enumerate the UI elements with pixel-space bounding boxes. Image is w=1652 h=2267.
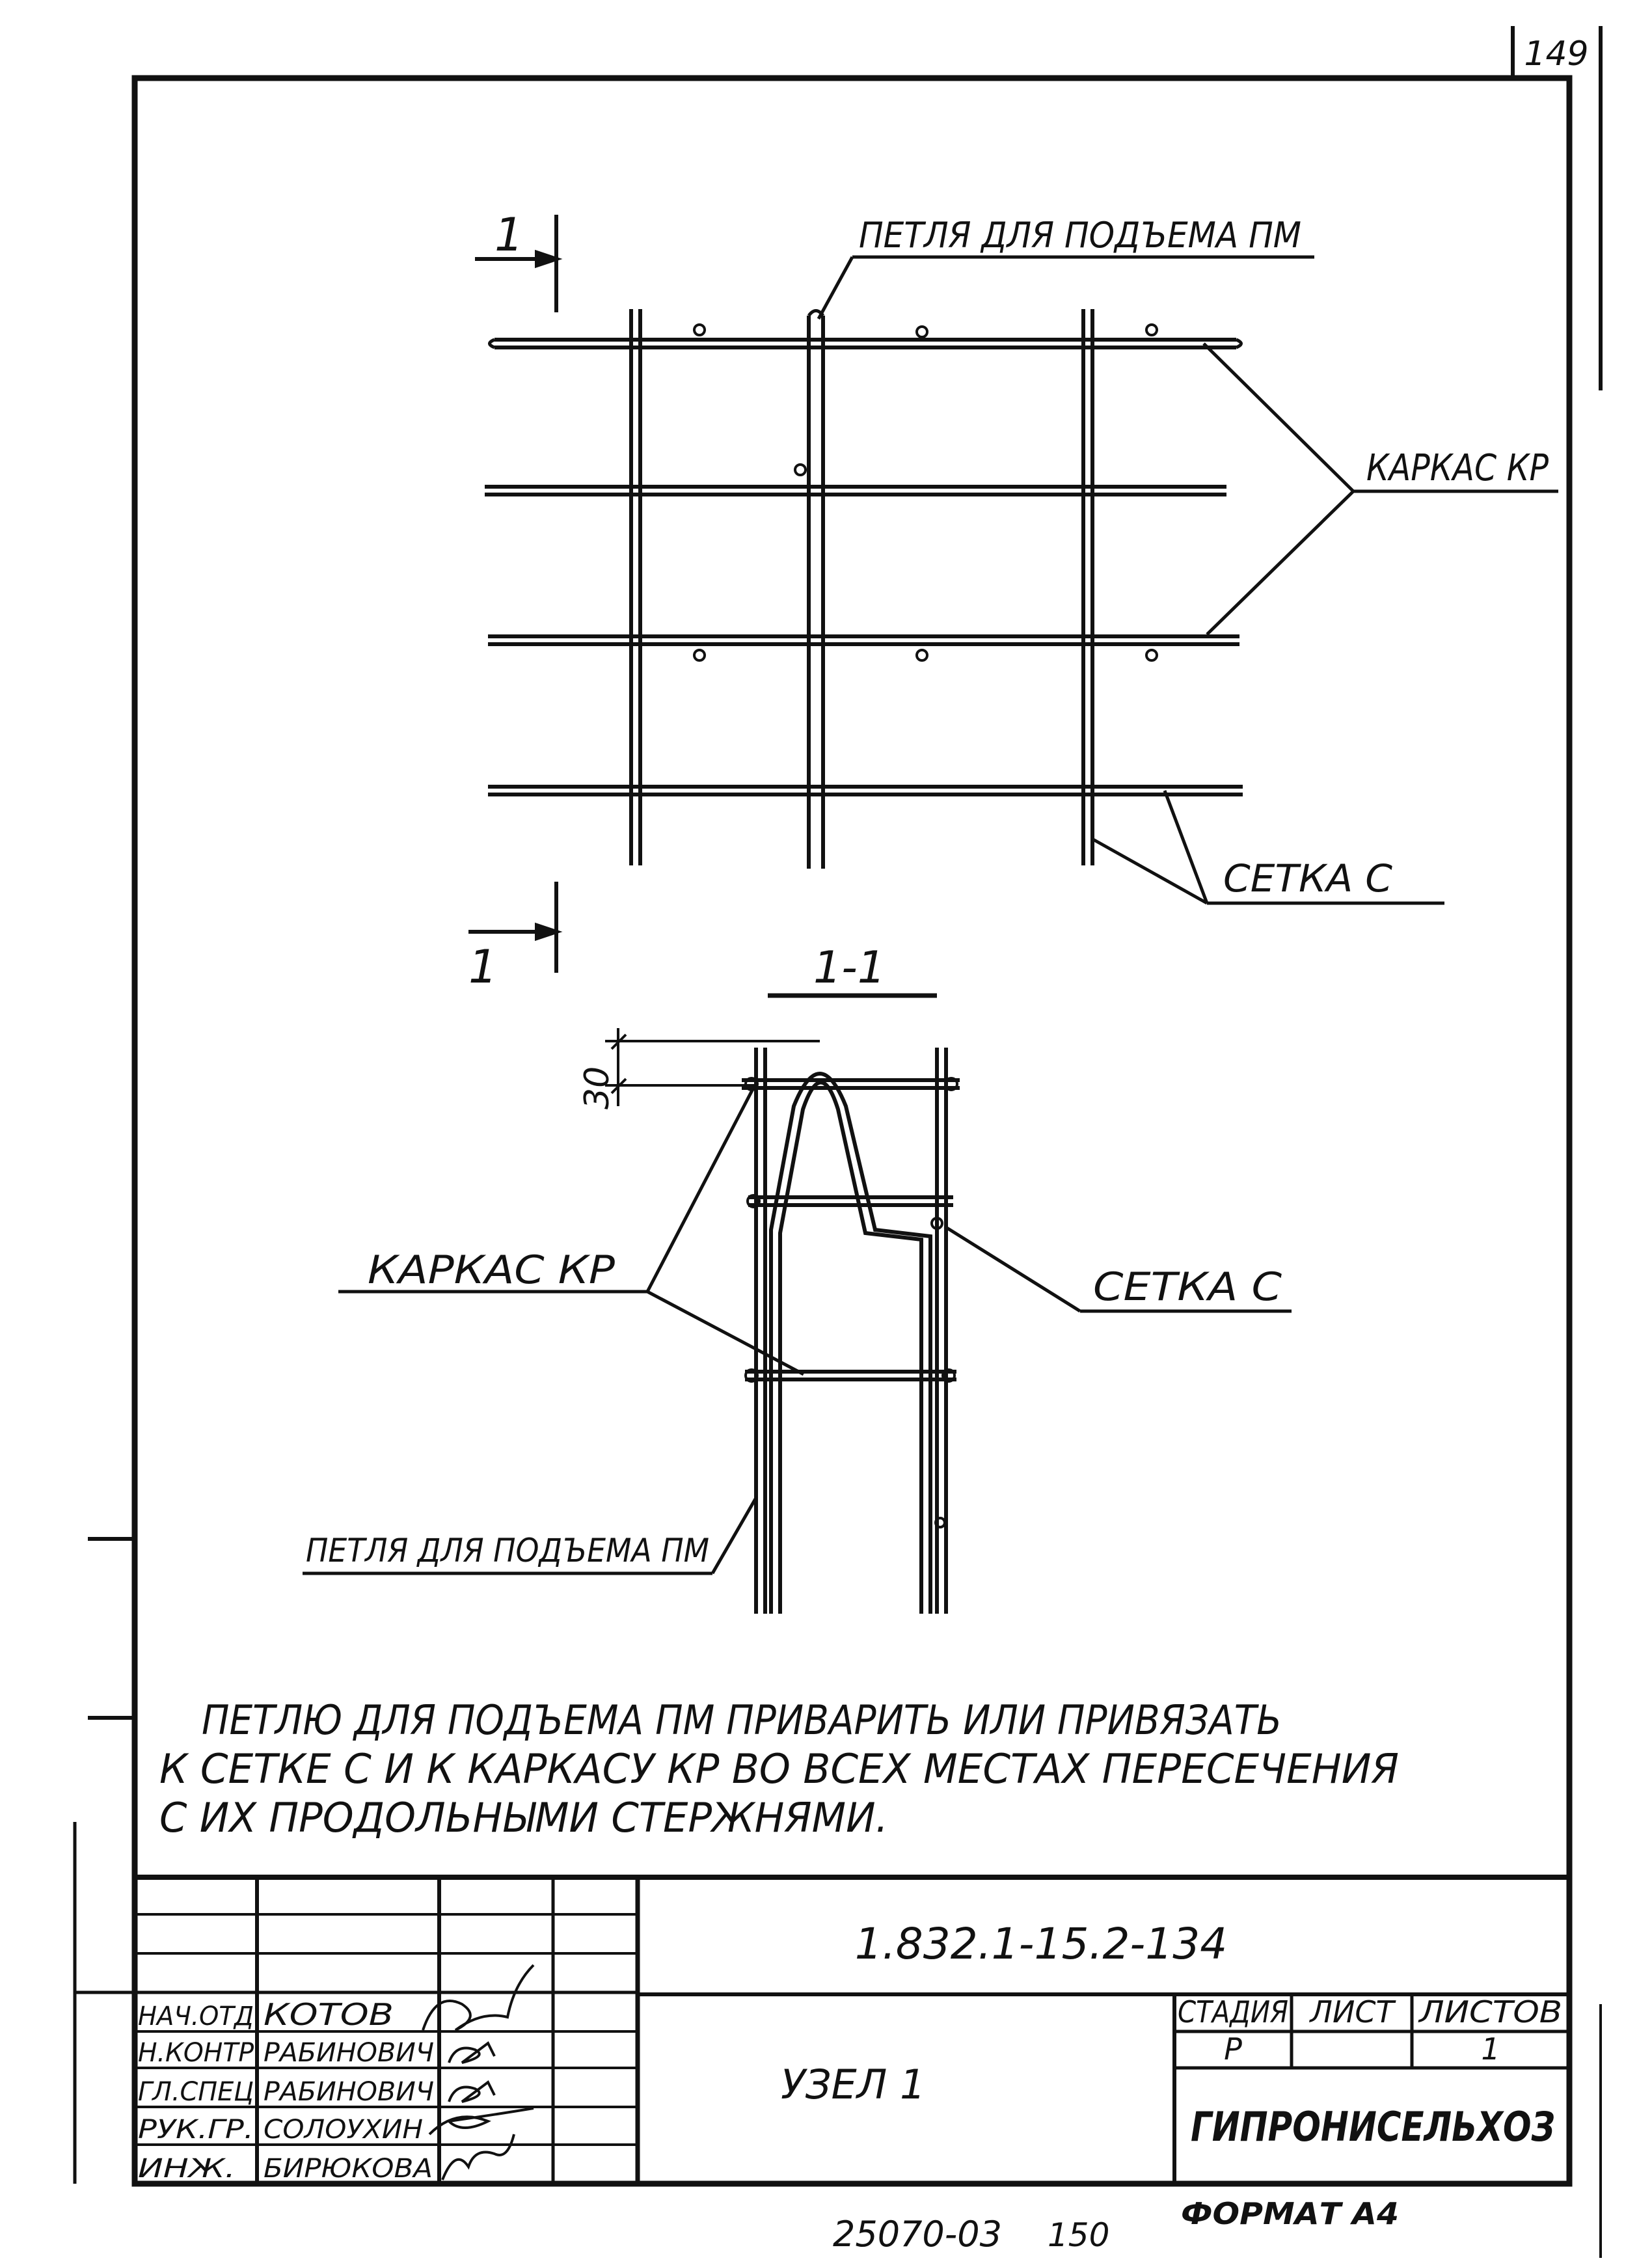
drawing-title: УЗЕЛ 1	[781, 2061, 926, 2108]
name-chief-specialist: РАБИНОВИЧ	[264, 2077, 434, 2107]
name-group-lead: СОЛОУХИН	[264, 2115, 423, 2145]
organization-name: ГИПРОНИСЕЛЬХОЗ	[1191, 2103, 1555, 2151]
stage-value: Р	[1224, 2031, 1242, 2067]
section-loop-label: ПЕТЛЯ ДЛЯ ПОДЪЕМА ПМ	[306, 1532, 709, 1569]
plan-loop-leader	[819, 257, 1314, 319]
role-engineer: ИНЖ.	[138, 2154, 236, 2184]
name-engineer: БИРЮКОВА	[264, 2154, 433, 2184]
section-frame-label: КАРКАС КР	[368, 1247, 616, 1293]
name-norm-control: РАБИНОВИЧ	[264, 2038, 434, 2068]
footer	[833, 2196, 1399, 2255]
sheets-header: ЛИСТОВ	[1417, 1994, 1562, 2029]
section-mesh-label: СЕТКА С	[1093, 1264, 1282, 1310]
page-reference: 150	[1048, 2216, 1110, 2254]
plan-horizontal-bars	[485, 340, 1243, 794]
document-code: 1.832.1-15.2-134	[854, 1919, 1228, 1969]
sheet-frame	[75, 26, 1601, 2258]
sheet-header: ЛИСТ	[1310, 1994, 1394, 2029]
roles-column	[138, 2002, 254, 2184]
section-marker-bottom-label: 1	[468, 940, 498, 994]
dimension-30-label: 30	[578, 1066, 617, 1109]
plan-view	[468, 208, 1558, 994]
plan-loop-label: ПЕТЛЯ ДЛЯ ПОДЪЕМА ПМ	[859, 215, 1301, 256]
format-label: ФОРМАТ А4	[1181, 2196, 1399, 2231]
section-view	[303, 942, 1292, 1614]
note-line-3: С ИХ ПРОДОЛЬНЫМИ СТЕРЖНЯМИ.	[159, 1794, 888, 1841]
role-norm-control: Н.КОНТР	[138, 2038, 254, 2068]
section-frame-leader	[338, 1085, 804, 1374]
sheets-value: 1	[1481, 2031, 1500, 2067]
archive-number: 25070-03	[833, 2214, 1002, 2255]
note-line-1: ПЕТЛЮ ДЛЯ ПОДЪЕМА ПМ ПРИВАРИТЬ ИЛИ ПРИВЯЗАТЬ	[202, 1696, 1282, 1744]
stage-header: СТАДИЯ	[1178, 1994, 1288, 2029]
name-head-of-dept: КОТОВ	[264, 1997, 394, 2032]
sheet-number: 149	[1524, 34, 1589, 74]
role-head-of-dept: НАЧ.ОТД	[138, 2002, 254, 2031]
plan-mesh-label: СЕТКА С	[1223, 856, 1393, 901]
section-title: 1-1	[813, 942, 886, 994]
role-chief-specialist: ГЛ.СПЕЦ	[138, 2077, 254, 2107]
plan-frame-label: КАРКАС КР	[1366, 447, 1549, 489]
note-line-2: К СЕТКЕ С И К КАРКАСУ КР ВО ВСЕХ МЕСТАХ ПЕРЕСЕЧЕНИЯ	[159, 1745, 1399, 1793]
title-block	[75, 1877, 1569, 2184]
section-marker-top-label: 1	[494, 208, 524, 262]
section-weld-points	[746, 1078, 957, 1527]
role-group-lead: РУК.ГР.	[138, 2115, 254, 2145]
dimension-30	[605, 1028, 820, 1106]
note-block	[159, 1696, 1399, 1841]
names-column	[264, 1997, 434, 2184]
section-lifting-loop	[771, 1074, 930, 1614]
